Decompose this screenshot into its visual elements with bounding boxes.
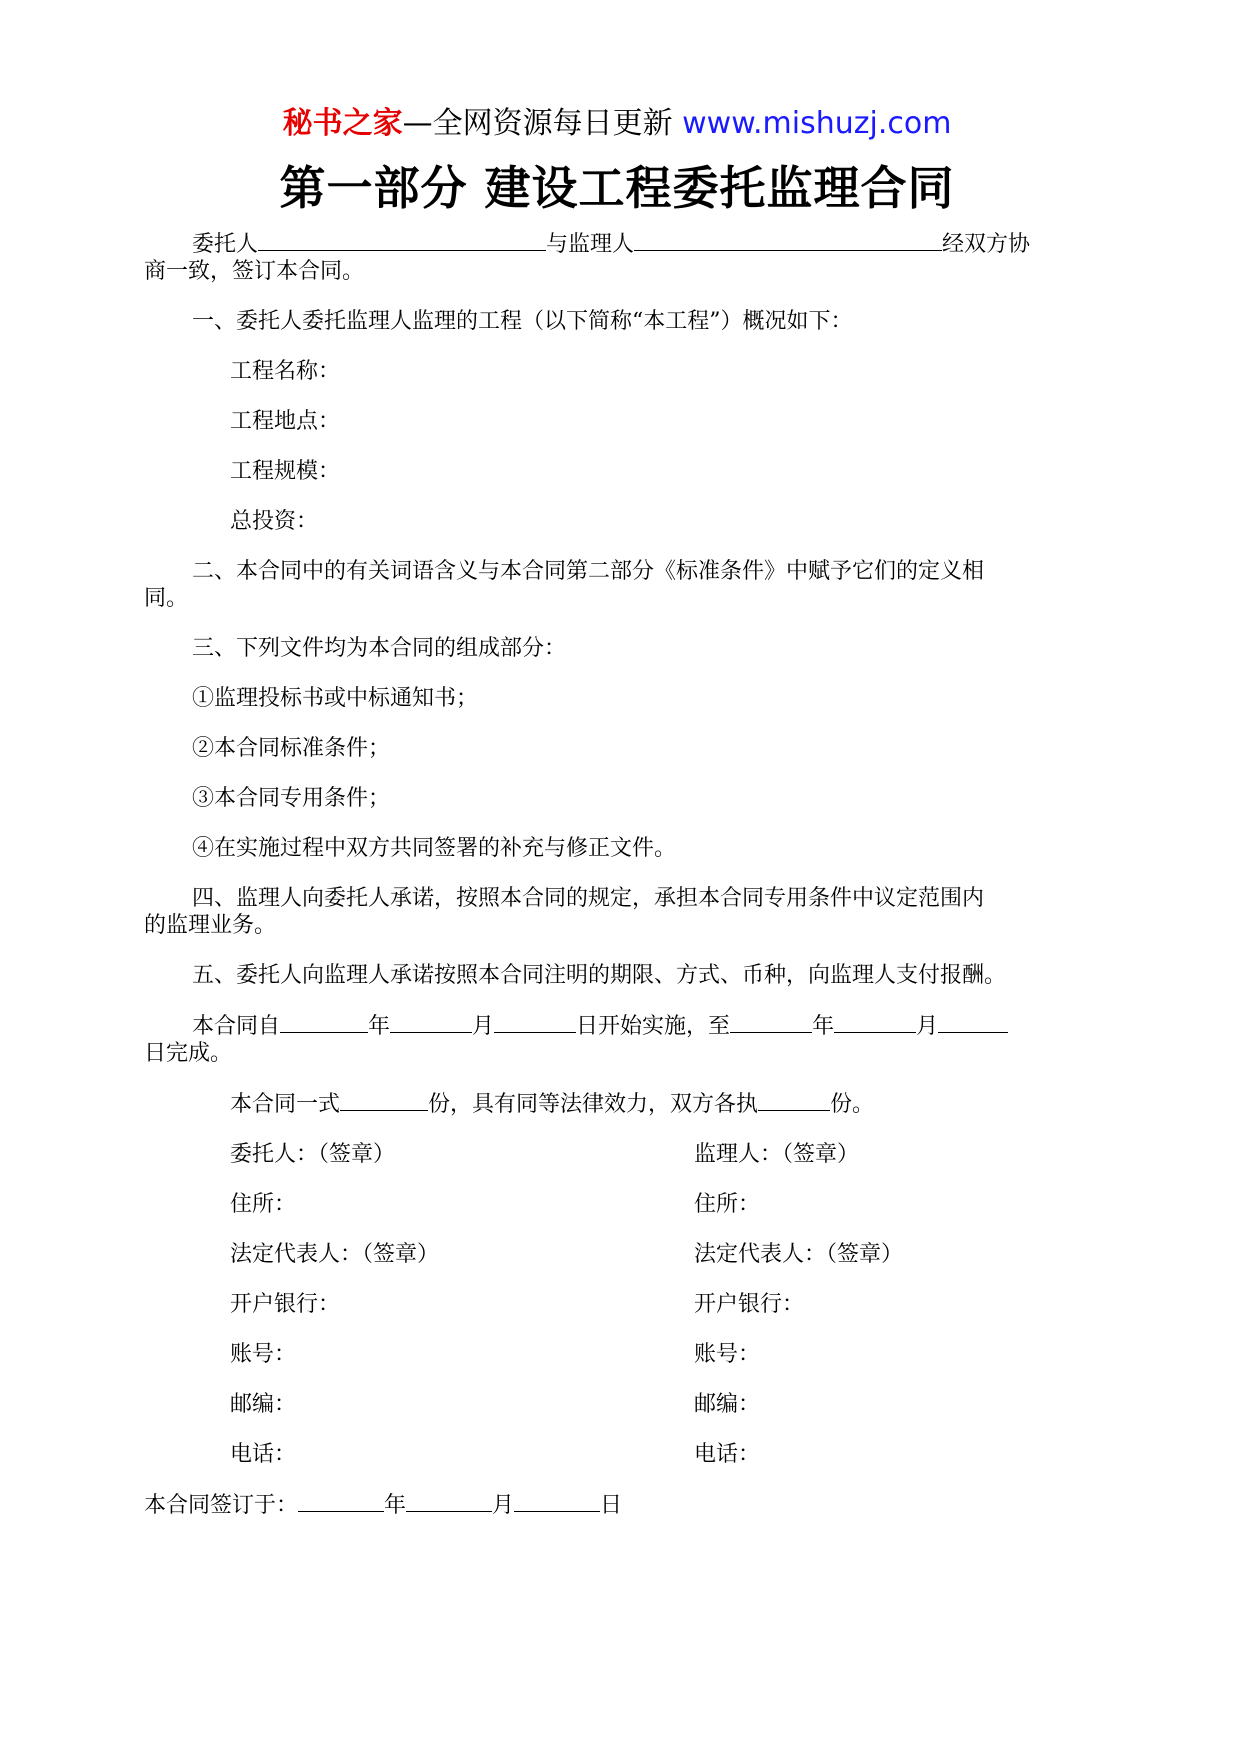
supervisor-name-blank bbox=[634, 230, 942, 251]
copies-text: 份。 bbox=[830, 1092, 875, 1117]
intro-line-2: 商一致，签订本合同。 bbox=[144, 259, 365, 284]
signed-text: 日 bbox=[600, 1493, 623, 1518]
clause-4: 四、监理人向委托人承诺，按照本合同的规定，承担本合同专用条件中议定范围内 bbox=[192, 886, 985, 911]
date-blank bbox=[834, 1012, 916, 1033]
date-blank bbox=[280, 1012, 368, 1033]
intro-line bbox=[144, 230, 1099, 258]
clause-4-cont: 的监理业务。 bbox=[144, 913, 277, 938]
client-signature-field: 电话： bbox=[230, 1442, 297, 1467]
term-text: 日开始实施，至 bbox=[576, 1014, 731, 1039]
site-url[interactable]: www.mishuzj.com bbox=[682, 106, 952, 141]
intro-text: 与监理人 bbox=[546, 232, 635, 257]
clause-5: 五、委托人向监理人承诺按照本合同注明的期限、方式、币种，向监理人支付报酬。 bbox=[192, 963, 1007, 988]
signed-text: 本合同签订于： bbox=[144, 1493, 299, 1518]
date-blank bbox=[494, 1012, 576, 1033]
date-blank bbox=[406, 1491, 492, 1512]
clause-3-heading: 三、下列文件均为本合同的组成部分： bbox=[192, 636, 567, 661]
date-blank bbox=[390, 1012, 472, 1033]
signature-row bbox=[144, 1141, 1099, 1191]
copies-text: 本合同一式 bbox=[230, 1092, 341, 1117]
supervisor-signature-field: 邮编： bbox=[694, 1392, 761, 1417]
term-line bbox=[144, 1012, 1099, 1040]
intro-text: 委托人 bbox=[192, 232, 259, 257]
signature-row bbox=[144, 1191, 1099, 1241]
project-field: 工程地点： bbox=[230, 409, 341, 434]
brand-name: 秘书之家 bbox=[282, 106, 403, 141]
client-signature-field: 账号： bbox=[230, 1342, 297, 1367]
signature-row bbox=[144, 1391, 1099, 1441]
term-text: 本合同自 bbox=[192, 1014, 281, 1039]
term-text: 年 bbox=[812, 1014, 835, 1039]
copies-text: 份，具有同等法律效力，双方各执 bbox=[428, 1092, 759, 1117]
clause-2: 二、本合同中的有关词语含义与本合同第二部分《标准条件》中赋予它们的定义相 bbox=[192, 559, 985, 584]
date-blank bbox=[730, 1012, 812, 1033]
date-blank bbox=[298, 1491, 384, 1512]
page-title: 第一部分 建设工程委托监理合同 bbox=[279, 161, 955, 215]
supervisor-signature-field: 监理人：（签章） bbox=[694, 1142, 860, 1167]
copies-blank bbox=[758, 1090, 830, 1111]
signature-row bbox=[144, 1241, 1099, 1291]
supervisor-signature-field: 账号： bbox=[694, 1342, 761, 1367]
signed-text: 年 bbox=[384, 1493, 407, 1518]
intro-text: 经双方协 bbox=[942, 232, 1031, 257]
signature-row bbox=[144, 1291, 1099, 1341]
term-text: 年 bbox=[368, 1014, 391, 1039]
client-signature-field: 开户银行： bbox=[230, 1292, 341, 1317]
project-field: 工程名称： bbox=[230, 359, 341, 384]
document-item: ④在实施过程中双方共同签署的补充与修正文件。 bbox=[192, 836, 677, 861]
supervisor-signature-field: 法定代表人：（签章） bbox=[694, 1242, 904, 1267]
client-name-blank bbox=[258, 230, 546, 251]
document-item: ②本合同标准条件； bbox=[192, 736, 391, 761]
clause-1-heading: 一、委托人委托监理人监理的工程（以下简称“本工程”）概况如下： bbox=[192, 309, 853, 334]
supervisor-signature-field: 住所： bbox=[694, 1192, 761, 1217]
project-field: 工程规模： bbox=[230, 459, 341, 484]
date-blank bbox=[938, 1012, 1008, 1033]
client-signature-field: 邮编： bbox=[230, 1392, 297, 1417]
clause-2-cont: 同。 bbox=[144, 586, 189, 611]
project-field: 总投资： bbox=[230, 509, 319, 534]
signature-row bbox=[144, 1341, 1099, 1391]
supervisor-signature-field: 电话： bbox=[694, 1442, 761, 1467]
client-signature-field: 委托人：（签章） bbox=[230, 1142, 396, 1167]
document-item: ③本合同专用条件； bbox=[192, 786, 391, 811]
client-signature-field: 住所： bbox=[230, 1192, 297, 1217]
term-text: 月 bbox=[472, 1014, 495, 1039]
client-signature-field: 法定代表人：（签章） bbox=[230, 1242, 440, 1267]
signature-row bbox=[144, 1441, 1099, 1491]
signed-text: 月 bbox=[492, 1493, 515, 1518]
site-header bbox=[0, 104, 1234, 144]
copies-line bbox=[144, 1090, 1099, 1118]
copies-blank bbox=[340, 1090, 428, 1111]
signed-date-line bbox=[144, 1491, 1099, 1519]
document-item: ①监理投标书或中标通知书； bbox=[192, 686, 479, 711]
contract-body bbox=[144, 230, 1099, 1519]
term-text: 月 bbox=[916, 1014, 939, 1039]
date-blank bbox=[514, 1491, 600, 1512]
term-end: 日完成。 bbox=[144, 1041, 233, 1066]
slogan: —全网资源每日更新 bbox=[402, 106, 683, 141]
supervisor-signature-field: 开户银行： bbox=[694, 1292, 805, 1317]
